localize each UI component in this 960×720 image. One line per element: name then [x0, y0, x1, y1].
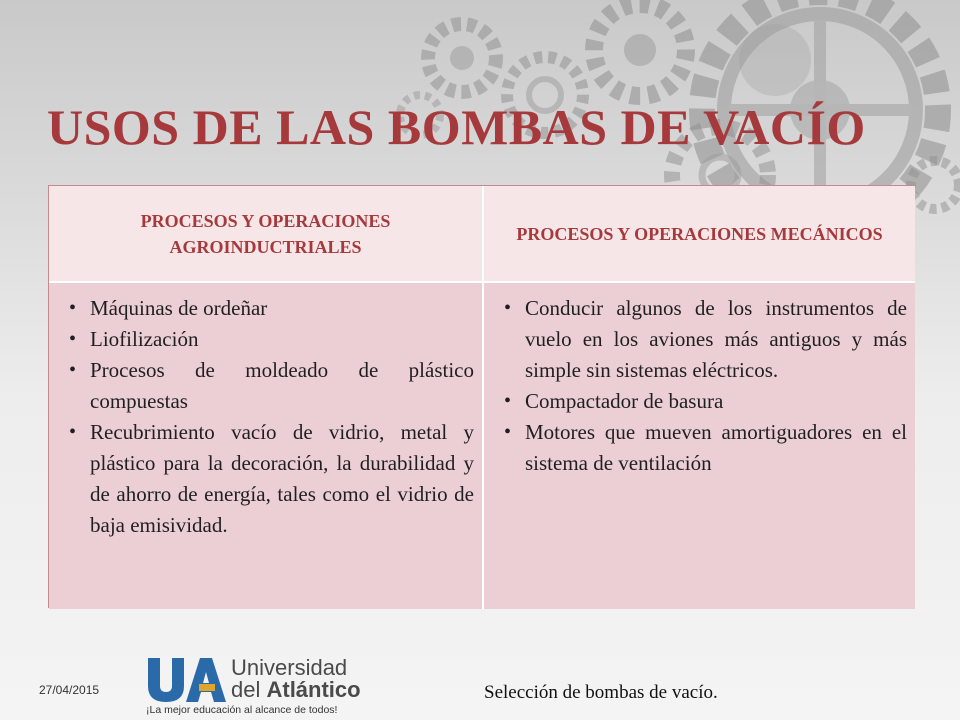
table-header-mechanical: PROCESOS Y OPERACIONES MECÁNICOS — [482, 186, 915, 283]
university-logo — [146, 654, 366, 720]
logo-atlantico-text — [231, 678, 361, 702]
slide-date: 27/04/2015 — [39, 683, 100, 697]
list-item: • Compactador de basura — [504, 386, 907, 417]
table-header-agro: PROCESOS Y OPERACIONES AGROINDUCTRIALES — [49, 186, 482, 283]
list-item: • Máquinas de ordeñar — [69, 293, 474, 324]
slide-caption: Selección de bombas de vacío. — [484, 682, 718, 703]
slide-title: USOS DE LAS BOMBAS DE VACÍO — [47, 99, 866, 155]
ua-logo-icon — [146, 656, 226, 702]
logo-university-text: Universidad — [231, 655, 348, 680]
list-item: • Recubrimiento vacío de vidrio, metal y plástico para la decoración, la durabilidad y de ahorro de energía, tales como el vidrio de baja emisividad. — [69, 417, 474, 541]
uses-table — [48, 185, 914, 608]
list-item: • Conducir algunos de los instrumentos de vuelo en los aviones más antiguos y más simple sin sistemas eléctricos. — [504, 293, 907, 386]
list-item: • Procesos de moldeado de plástico compuestas — [69, 355, 474, 417]
agro-list — [69, 293, 474, 541]
list-item: • Liofilización — [69, 324, 474, 355]
logo-tagline: ¡La mejor educación al alcance de todos! — [146, 704, 338, 716]
table-cell-agro — [49, 283, 482, 609]
table-cell-mechanical — [482, 283, 915, 609]
logo-del-text: del — [231, 677, 267, 702]
logo-atlantico-word: Atlántico — [266, 677, 361, 702]
mechanical-list — [504, 293, 907, 479]
list-item: • Motores que mueven amortiguadores en el sistema de ventilación — [504, 417, 907, 479]
